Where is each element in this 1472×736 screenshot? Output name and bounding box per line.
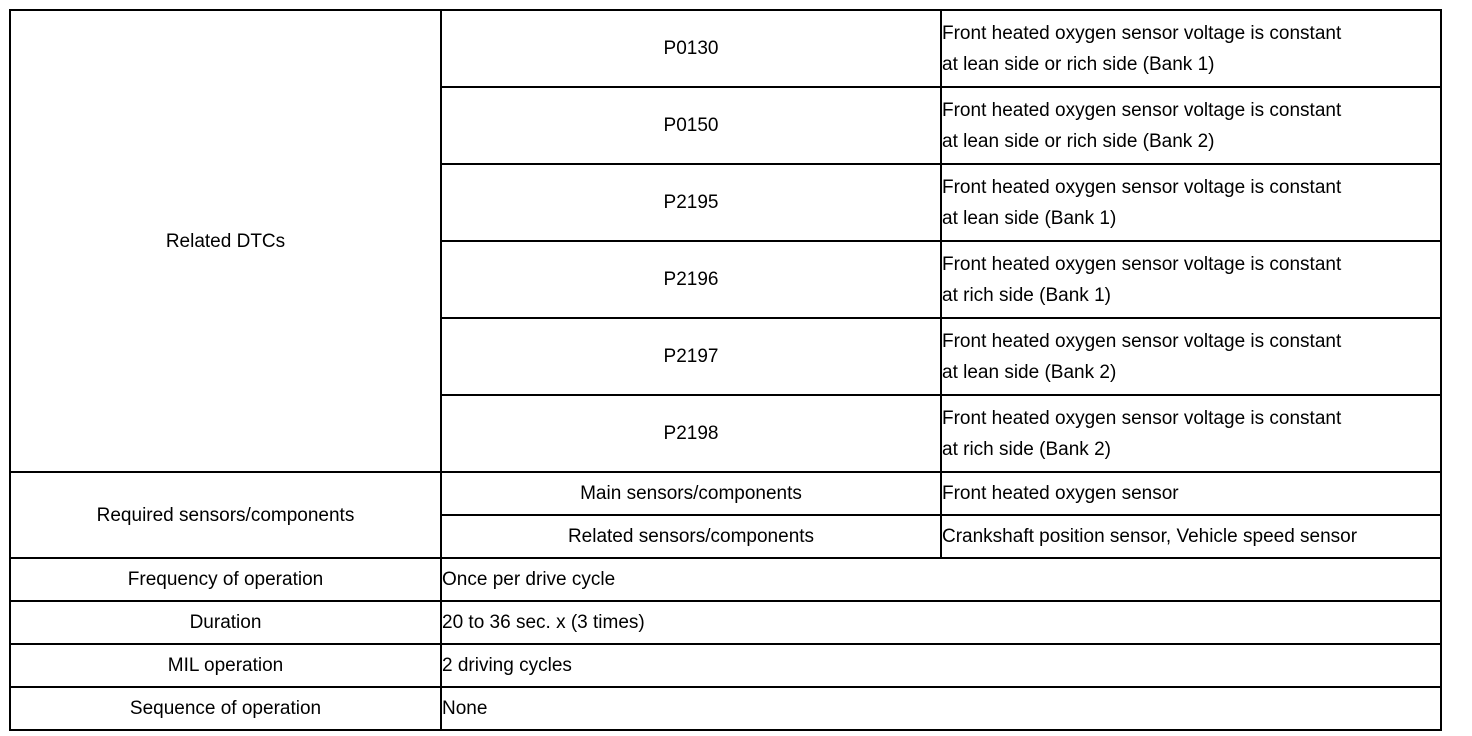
- frequency-row: [10, 558, 1441, 601]
- dtc-description: [941, 241, 1441, 318]
- sequence-value: None: [441, 687, 1441, 730]
- dtc-description-line2: at lean side or rich side (Bank 2): [942, 130, 1215, 152]
- dtc-description: [941, 395, 1441, 472]
- related-dtcs-label: Related DTCs: [10, 10, 441, 472]
- dtc-description-line2: at lean side or rich side (Bank 1): [942, 53, 1215, 75]
- main-sensors-value: Front heated oxygen sensor: [941, 472, 1441, 515]
- dtc-code: P2196: [441, 241, 941, 318]
- required-sensors-label: Required sensors/components: [10, 472, 441, 558]
- dtc-row-p0130: [10, 10, 1441, 87]
- dtc-description-line1: Front heated oxygen sensor voltage is constant: [942, 253, 1342, 275]
- dtc-description-line1: Front heated oxygen sensor voltage is constant: [942, 22, 1342, 44]
- dtc-description: [941, 164, 1441, 241]
- related-sensors-value: Crankshaft position sensor, Vehicle speed sensor: [941, 515, 1441, 558]
- required-sensors-main-row: [10, 472, 1441, 515]
- dtc-code: P0150: [441, 87, 941, 164]
- dtc-description-line1: Front heated oxygen sensor voltage is constant: [942, 176, 1342, 198]
- sequence-label: Sequence of operation: [10, 687, 441, 730]
- dtc-description-line2: at rich side (Bank 2): [942, 438, 1111, 460]
- mil-row: [10, 644, 1441, 687]
- dtc-description-line2: at lean side (Bank 2): [942, 361, 1117, 383]
- dtc-code: P2195: [441, 164, 941, 241]
- dtc-description-line1: Front heated oxygen sensor voltage is constant: [942, 407, 1342, 429]
- main-sensors-label: Main sensors/components: [441, 472, 941, 515]
- duration-value: 20 to 36 sec. x (3 times): [441, 601, 1441, 644]
- dtc-description-line1: Front heated oxygen sensor voltage is constant: [942, 99, 1342, 121]
- dtc-description: [941, 87, 1441, 164]
- monitor-spec-table: [9, 9, 1442, 731]
- dtc-description: [941, 318, 1441, 395]
- related-sensors-label: Related sensors/components: [441, 515, 941, 558]
- dtc-description-line2: at rich side (Bank 1): [942, 284, 1111, 306]
- dtc-description-line1: Front heated oxygen sensor voltage is constant: [942, 330, 1342, 352]
- dtc-description: [941, 10, 1441, 87]
- duration-row: [10, 601, 1441, 644]
- mil-label: MIL operation: [10, 644, 441, 687]
- dtc-code: P2197: [441, 318, 941, 395]
- frequency-value: Once per drive cycle: [441, 558, 1441, 601]
- sequence-row: [10, 687, 1441, 730]
- dtc-code: P0130: [441, 10, 941, 87]
- dtc-description-line2: at lean side (Bank 1): [942, 207, 1117, 229]
- mil-value: 2 driving cycles: [441, 644, 1441, 687]
- duration-label: Duration: [10, 601, 441, 644]
- dtc-code: P2198: [441, 395, 941, 472]
- frequency-label: Frequency of operation: [10, 558, 441, 601]
